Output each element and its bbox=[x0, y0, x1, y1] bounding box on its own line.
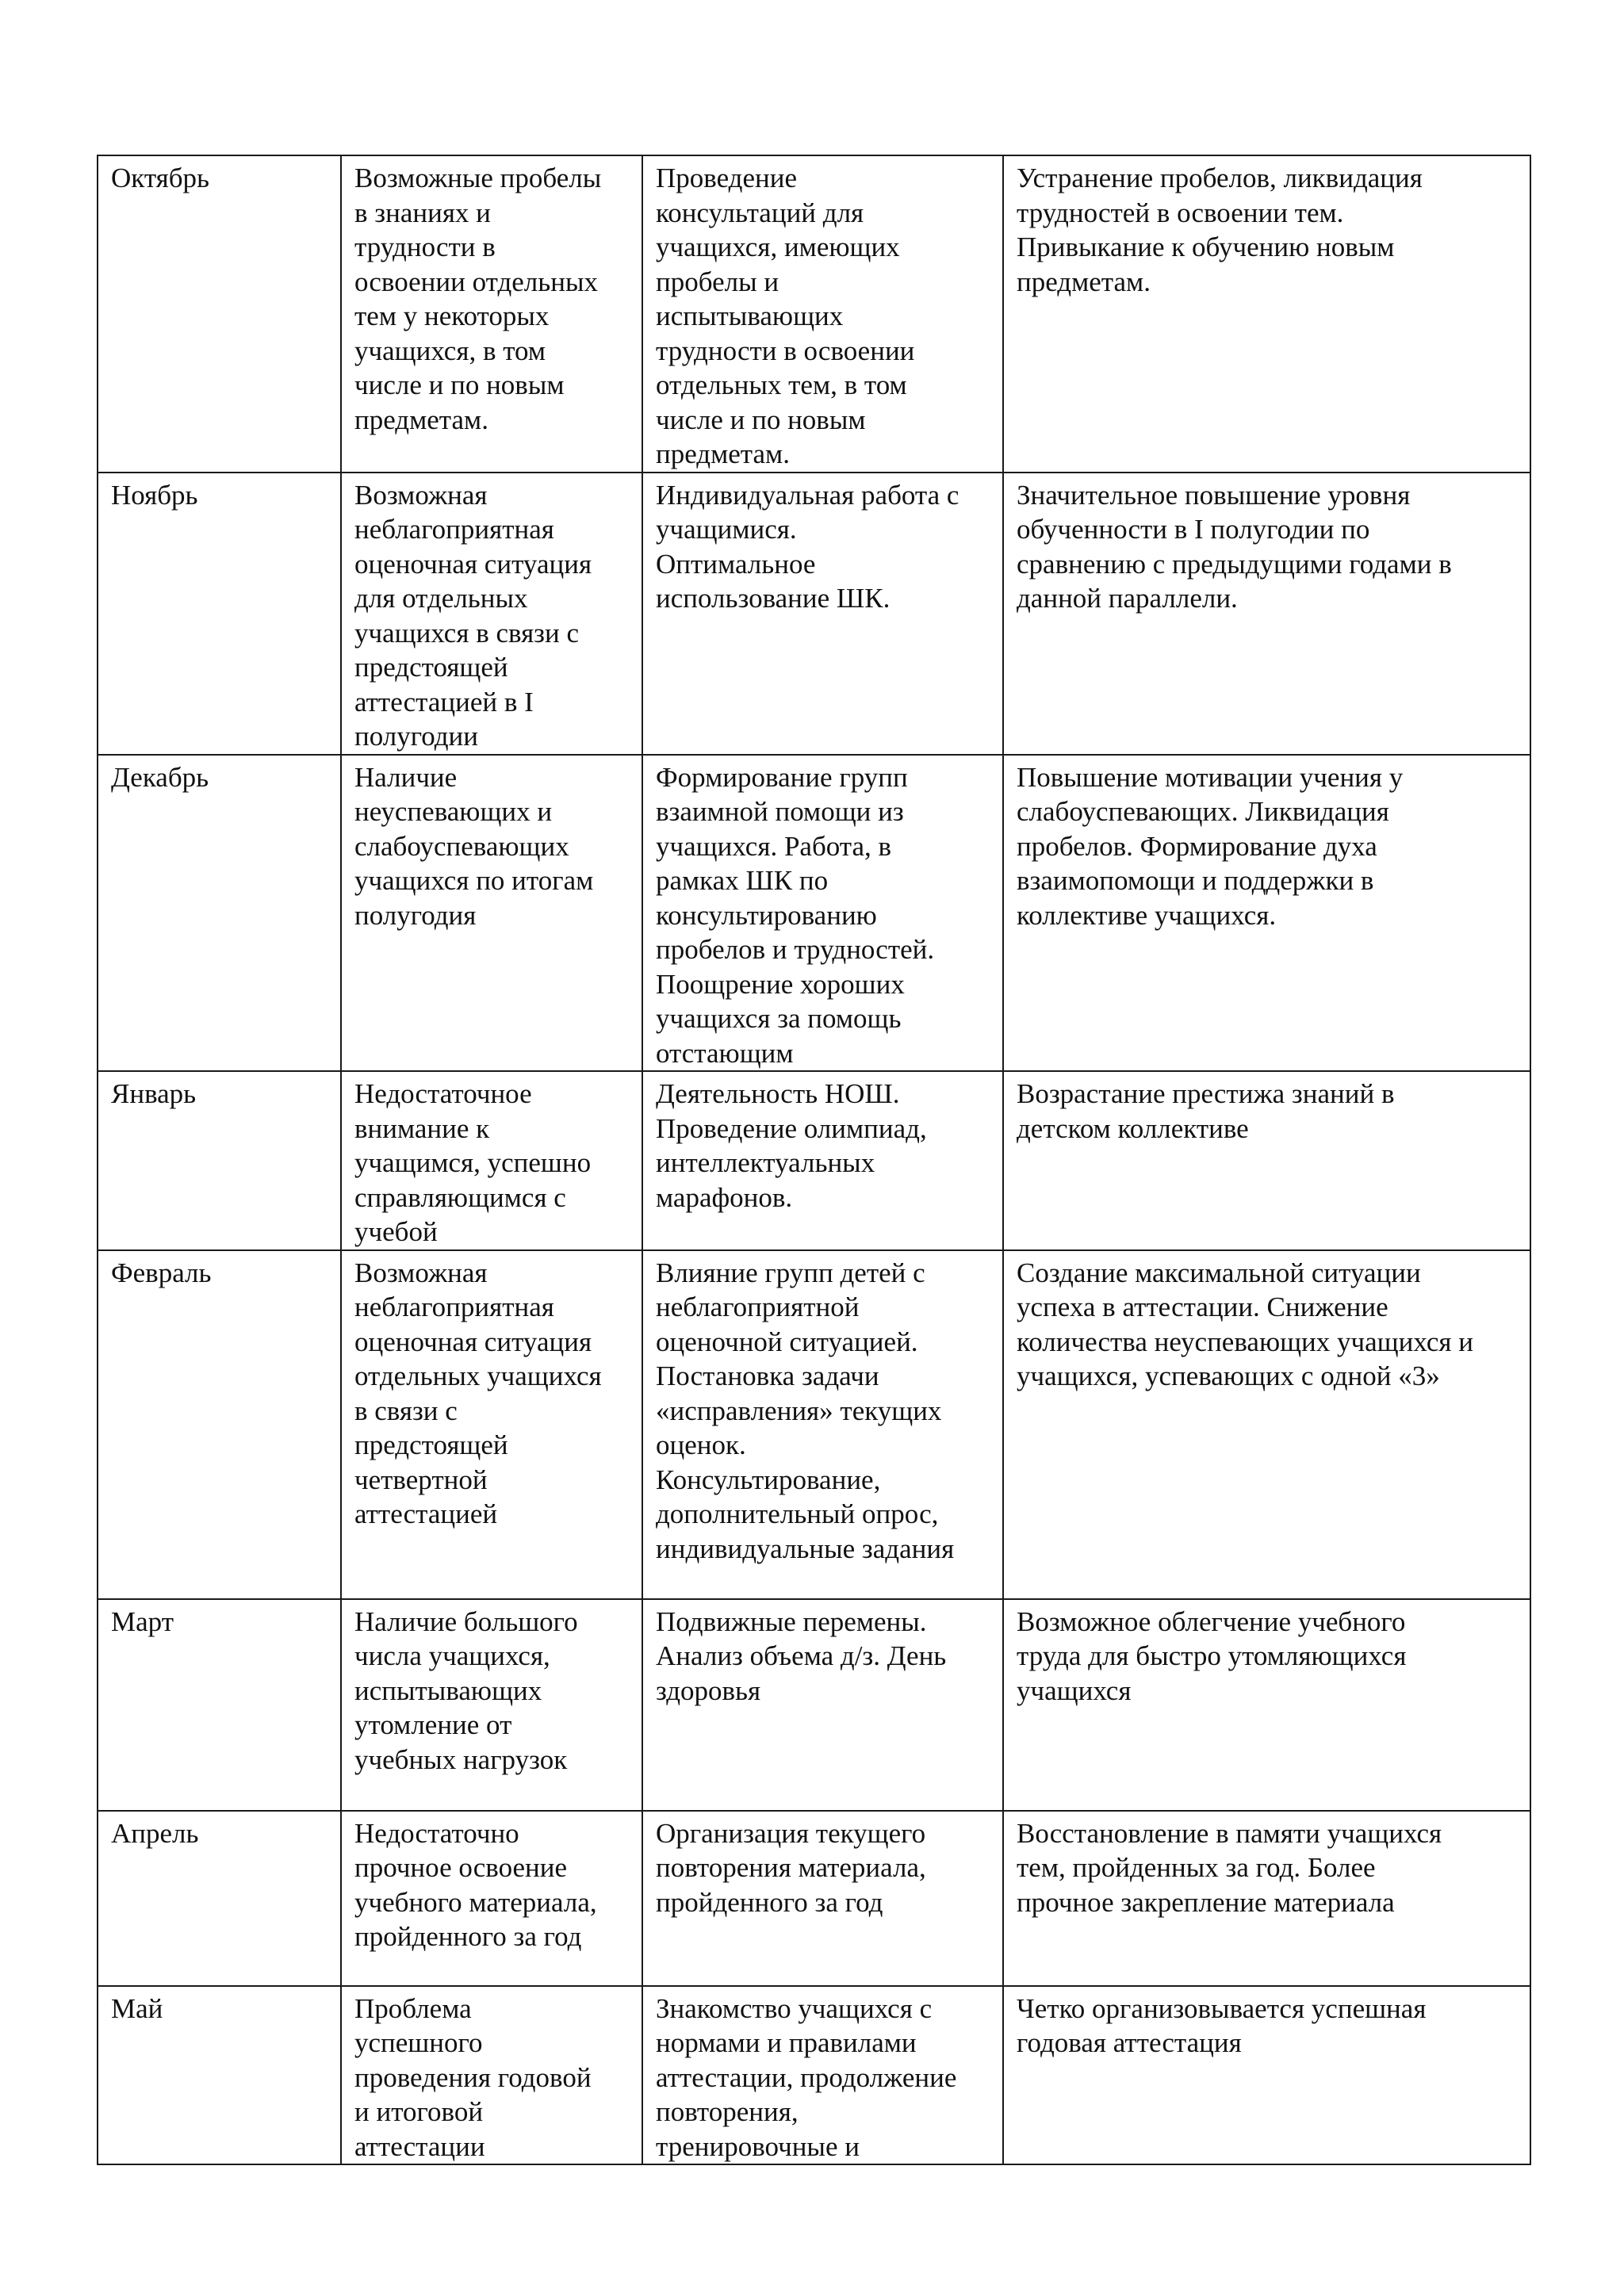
measures-cell: Индивидуальная работа с учащимися. Оптимальное использование ШК. bbox=[642, 473, 1003, 755]
problem-cell: Недостаточно прочное освоение учебного материала, пройденного за год bbox=[341, 1811, 642, 1986]
table-row bbox=[98, 1599, 1530, 1811]
measures-cell: Знакомство учащихся с нормами и правилами аттестации, продолжение повторения, тренировочные и bbox=[642, 1986, 1003, 2165]
problem-cell: Наличие неуспевающих и слабоуспевающих учащихся по итогам полугодия bbox=[341, 755, 642, 1072]
result-cell: Устранение пробелов, ликвидация трудностей в освоении тем. Привыкание к обучению новым предметам. bbox=[1003, 155, 1530, 473]
month-cell: Октябрь bbox=[98, 155, 341, 473]
result-cell: Создание максимальной ситуации успеха в аттестации. Снижение количества неуспевающих учащихся и учащихся, успевающих с одной «3» bbox=[1003, 1250, 1530, 1599]
problem-cell: Возможная неблагоприятная оценочная ситуация для отдельных учащихся в связи с предстоящей аттестацией в I полугодии bbox=[341, 473, 642, 755]
month-cell: Февраль bbox=[98, 1250, 341, 1599]
problem-cell: Возможная неблагоприятная оценочная ситуация отдельных учащихся в связи с предстоящей четвертной аттестацией bbox=[341, 1250, 642, 1599]
result-cell: Возрастание престижа знаний в детском коллективе bbox=[1003, 1071, 1530, 1250]
table-row bbox=[98, 1986, 1530, 2165]
measures-cell: Проведение консультаций для учащихся, имеющих пробелы и испытывающих трудности в освоении отдельных тем, в том числе и по новым предметам. bbox=[642, 155, 1003, 473]
month-cell: Май bbox=[98, 1986, 341, 2165]
table-row bbox=[98, 155, 1530, 473]
problem-cell: Проблема успешного проведения годовой и итоговой аттестации bbox=[341, 1986, 642, 2165]
problem-cell: Недостаточное внимание к учащимся, успешно справляющимся с учебой bbox=[341, 1071, 642, 1250]
measures-cell: Деятельность НОШ. Проведение олимпиад, интеллектуальных марафонов. bbox=[642, 1071, 1003, 1250]
table-row bbox=[98, 755, 1530, 1072]
result-cell: Четко организовывается успешная годовая аттестация bbox=[1003, 1986, 1530, 2165]
month-cell: Апрель bbox=[98, 1811, 341, 1986]
table-row bbox=[98, 1071, 1530, 1250]
measures-cell: Влияние групп детей с неблагоприятной оценочной ситуацией. Постановка задачи «исправления» текущих оценок. Консультирование, дополнительный опрос, индивидуальные задания bbox=[642, 1250, 1003, 1599]
measures-cell: Организация текущего повторения материала, пройденного за год bbox=[642, 1811, 1003, 1986]
result-cell: Возможное облегчение учебного труда для быстро утомляющихся учащихся bbox=[1003, 1599, 1530, 1811]
problem-cell: Возможные пробелы в знаниях и трудности в освоении отдельных тем у некоторых учащихся, в том числе и по новым предметам. bbox=[341, 155, 642, 473]
month-cell: Январь bbox=[98, 1071, 341, 1250]
table-row bbox=[98, 1250, 1530, 1599]
month-cell: Декабрь bbox=[98, 755, 341, 1072]
month-cell: Март bbox=[98, 1599, 341, 1811]
month-cell: Ноябрь bbox=[98, 473, 341, 755]
monthly-plan-table bbox=[97, 155, 1531, 2165]
table-row bbox=[98, 1811, 1530, 1986]
result-cell: Повышение мотивации учения у слабоуспевающих. Ликвидация пробелов. Формирование духа взаимопомощи и поддержки в коллективе учащихся. bbox=[1003, 755, 1530, 1072]
problem-cell: Наличие большого числа учащихся, испытывающих утомление от учебных нагрузок bbox=[341, 1599, 642, 1811]
measures-cell: Формирование групп взаимной помощи из учащихся. Работа, в рамках ШК по консультированию пробелов и трудностей. Поощрение хороших учащихся за помощь отстающим bbox=[642, 755, 1003, 1072]
table-row bbox=[98, 473, 1530, 755]
measures-cell: Подвижные перемены. Анализ объема д/з. День здоровья bbox=[642, 1599, 1003, 1811]
result-cell: Значительное повышение уровня обученности в I полугодии по сравнению с предыдущими годами в данной параллели. bbox=[1003, 473, 1530, 755]
result-cell: Восстановление в памяти учащихся тем, пройденных за год. Более прочное закрепление материала bbox=[1003, 1811, 1530, 1986]
